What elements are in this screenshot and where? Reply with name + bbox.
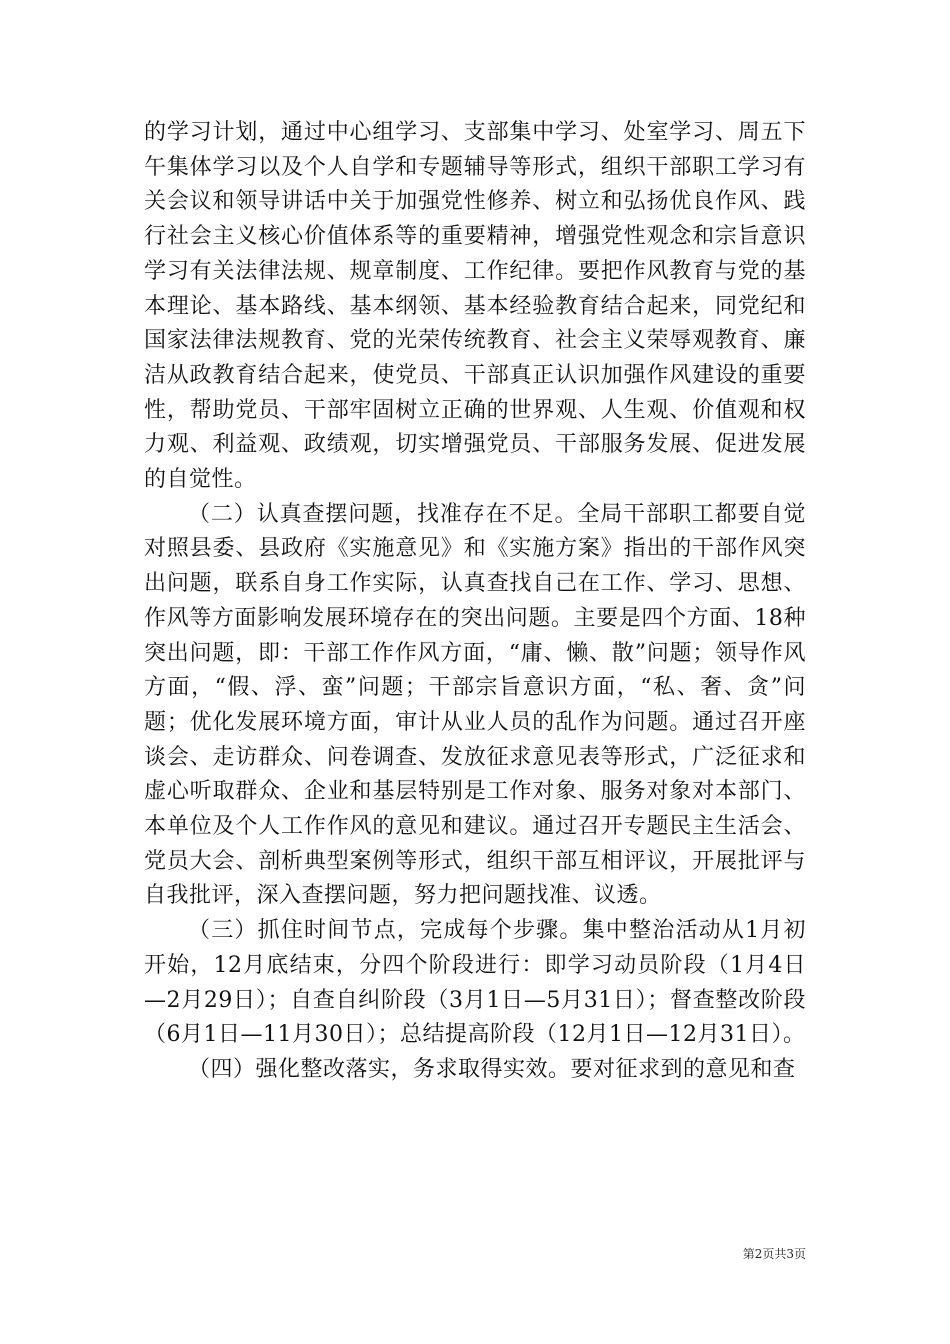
- document-body: [144, 116, 806, 1088]
- page-number-footer: 第2页共3页: [742, 1247, 806, 1261]
- paragraph-section-2: （二）认真查摆问题，找准存在不足。全局干部职工都要自觉对照县委、县政府《实施意见》和《实施方案》指出的干部作风突出问题，联系自身工作实际，认真查找自己在工作、学习、思想、作风等方面影响发展环境存在的突出问题。主要是四个方面、18种突出问题，即：干部工作作风方面，“庸、懒、散”问题；领导作风方面，“假、浮、蛮”问题；干部宗旨意识方面，“私、奢、贪”问题；优化发展环境方面，审计从业人员的乱作为问题。通过召开座谈会、走访群众、问卷调查、发放征求意见表等形式，广泛征求和虚心听取群众、企业和基层特别是工作对象、服务对象对本部门、本单位及个人工作作风的意见和建议。通过召开专题民主生活会、党员大会、剖析典型案例等形式，组织干部互相评议，开展批评与自我批评，深入查摆问题，努力把问题找准、议透。: [144, 501, 806, 909]
- paragraph-continued: 的学习计划，通过中心组学习、支部集中学习、处室学习、周五下午集体学习以及个人自学和专题辅导等形式，组织干部职工学习有关会议和领导讲话中关于加强党性修养、树立和弘扬优良作风、践行社会主义核心价值体系等的重要精神，增强党性观念和宗旨意识学习有关法律法规、规章制度、工作纪律。要把作风教育与党的基本理论、基本路线、基本纲领、基本经验教育结合起来，同党纪和国家法律法规教育、党的光荣传统教育、社会主义荣辱观教育、廉洁从政教育结合起来，使党员、干部真正认识加强作风建设的重要性，帮助党员、干部牢固树立正确的世界观、人生观、价值观和权力观、利益观、政绩观，切实增强党员、干部服务发展、促进发展的自觉性。: [144, 120, 806, 493]
- paragraph-section-4: （四）强化整改落实，务求取得实效。要对征求到的意见和查: [188, 1056, 796, 1082]
- paragraph-section-3: （三）抓住时间节点，完成每个步骤。集中整治活动从1月初开始，12月底结束，分四个阶段进行：即学习动员阶段（1月4日—2月29日）；自查自纠阶段（3月1日—5月31日）；督查整改阶段（6月1日—11月30日）；总结提高阶段（12月1日—12月31日）。: [144, 918, 806, 1048]
